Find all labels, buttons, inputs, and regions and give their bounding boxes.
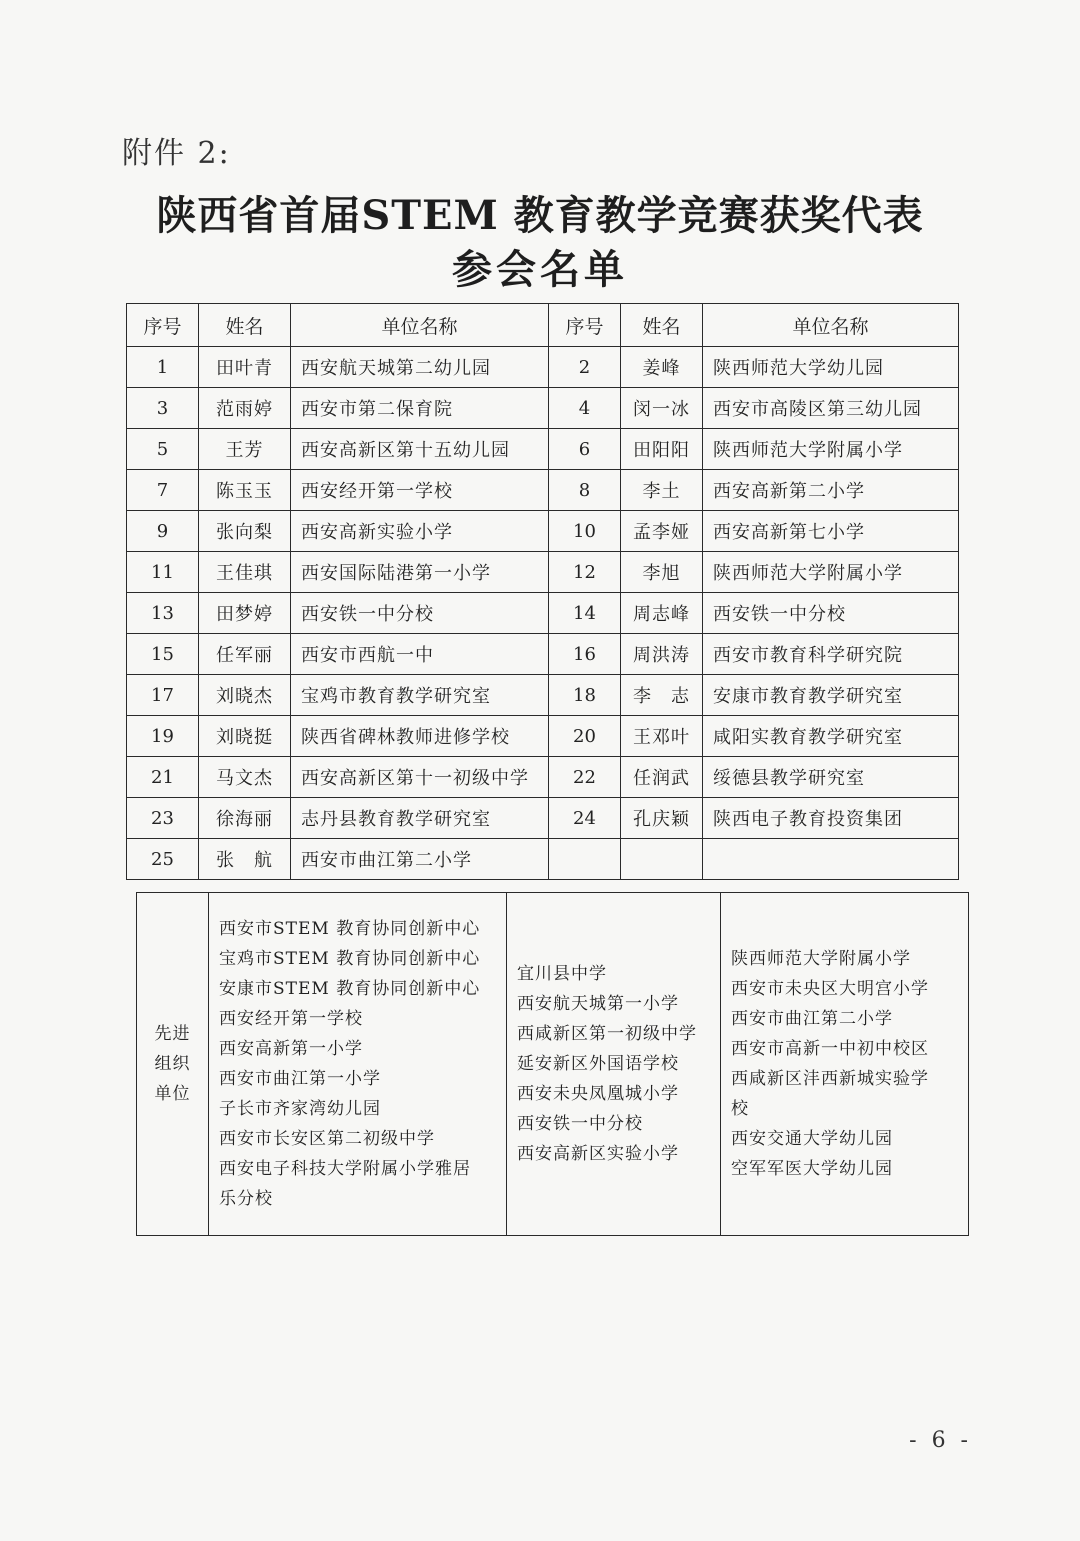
document-subtitle: 参会名单 <box>452 246 628 293</box>
unit-cell: 西安市教育科学研究院 <box>703 634 959 675</box>
table-row <box>127 347 959 388</box>
org-item: 西安交通大学幼儿园 <box>731 1129 893 1149</box>
name-cell: 范雨婷 <box>199 388 291 429</box>
org-item: 宝鸡市STEM 教育协同创新中心 <box>219 949 481 969</box>
header-name: 姓名 <box>621 304 703 347</box>
table-row <box>127 716 959 757</box>
name-cell: 闵一冰 <box>621 388 703 429</box>
org-item: 延安新区外国语学校 <box>517 1054 679 1074</box>
name-cell: 孔庆颖 <box>621 798 703 839</box>
seq-cell <box>549 839 621 880</box>
label-line: 单位 <box>154 1084 191 1104</box>
advanced-organizations-table <box>136 892 969 1236</box>
seq-cell: 8 <box>549 470 621 511</box>
unit-cell: 西安铁一中分校 <box>703 593 959 634</box>
unit-cell: 陕西电子教育投资集团 <box>703 798 959 839</box>
org-item: 西安电子科技大学附属小学雅居 <box>219 1159 471 1179</box>
name-cell: 张向梨 <box>199 511 291 552</box>
seq-cell: 4 <box>549 388 621 429</box>
unit-cell: 西安铁一中分校 <box>291 593 549 634</box>
unit-cell: 西安高新第七小学 <box>703 511 959 552</box>
advanced-organizations-label <box>137 893 209 1236</box>
seq-cell: 20 <box>549 716 621 757</box>
table-row <box>127 511 959 552</box>
unit-cell: 绥德县教学研究室 <box>703 757 959 798</box>
name-cell: 周洪涛 <box>621 634 703 675</box>
seq-cell: 2 <box>549 347 621 388</box>
org-item: 安康市STEM 教育协同创新中心 <box>219 979 481 999</box>
org-item: 西咸新区沣西新城实验学 <box>731 1069 929 1089</box>
seq-cell: 24 <box>549 798 621 839</box>
seq-cell: 6 <box>549 429 621 470</box>
name-cell: 陈玉玉 <box>199 470 291 511</box>
seq-cell: 17 <box>127 675 199 716</box>
org-item: 陕西师范大学附属小学 <box>731 949 911 969</box>
header-seq: 序号 <box>127 304 199 347</box>
org-item: 西安市高新一中初中校区 <box>731 1039 929 1059</box>
awardee-table <box>126 303 959 880</box>
seq-cell: 21 <box>127 757 199 798</box>
org-item: 西安市曲江第一小学 <box>219 1069 381 1089</box>
org-item: 西咸新区第一初级中学 <box>517 1024 697 1044</box>
table-row <box>127 470 959 511</box>
unit-cell: 陕西省碑林教师进修学校 <box>291 716 549 757</box>
unit-cell: 西安市第二保育院 <box>291 388 549 429</box>
seq-cell: 15 <box>127 634 199 675</box>
seq-cell: 12 <box>549 552 621 593</box>
name-cell: 刘晓挺 <box>199 716 291 757</box>
unit-cell: 西安市曲江第二小学 <box>291 839 549 880</box>
header-seq: 序号 <box>549 304 621 347</box>
unit-cell: 西安经开第一学校 <box>291 470 549 511</box>
seq-cell: 9 <box>127 511 199 552</box>
label-line: 组织 <box>154 1054 191 1074</box>
name-cell: 李 志 <box>621 675 703 716</box>
name-cell: 刘晓杰 <box>199 675 291 716</box>
unit-cell: 陕西师范大学幼儿园 <box>703 347 959 388</box>
seq-cell: 5 <box>127 429 199 470</box>
table-row <box>127 552 959 593</box>
unit-cell <box>703 839 959 880</box>
name-cell: 田叶青 <box>199 347 291 388</box>
unit-cell: 西安高新实验小学 <box>291 511 549 552</box>
seq-cell: 13 <box>127 593 199 634</box>
unit-cell: 咸阳实教育教学研究室 <box>703 716 959 757</box>
org-item: 西安经开第一学校 <box>219 1009 363 1029</box>
name-cell: 张 航 <box>199 839 291 880</box>
name-cell: 任润武 <box>621 757 703 798</box>
org-item: 宜川县中学 <box>517 964 607 984</box>
org-item: 空军军医大学幼儿园 <box>731 1159 893 1179</box>
unit-cell: 安康市教育教学研究室 <box>703 675 959 716</box>
name-cell: 姜峰 <box>621 347 703 388</box>
table-row <box>127 388 959 429</box>
table-row <box>127 634 959 675</box>
header-name: 姓名 <box>199 304 291 347</box>
unit-cell: 陕西师范大学附属小学 <box>703 552 959 593</box>
org-item: 西安市长安区第二初级中学 <box>219 1129 435 1149</box>
unit-cell: 西安市高陵区第三幼儿园 <box>703 388 959 429</box>
seq-cell: 18 <box>549 675 621 716</box>
table-row <box>127 429 959 470</box>
unit-cell: 西安航天城第二幼儿园 <box>291 347 549 388</box>
org-item: 子长市齐家湾幼儿园 <box>219 1099 381 1119</box>
org-item: 西安高新区实验小学 <box>517 1144 679 1164</box>
name-cell: 马文杰 <box>199 757 291 798</box>
name-cell: 田阳阳 <box>621 429 703 470</box>
unit-cell: 西安高新区第十一初级中学 <box>291 757 549 798</box>
label-line: 先进 <box>154 1024 191 1044</box>
name-cell: 田梦婷 <box>199 593 291 634</box>
name-cell: 王芳 <box>199 429 291 470</box>
unit-cell: 西安国际陆港第一小学 <box>291 552 549 593</box>
name-cell: 孟李娅 <box>621 511 703 552</box>
org-item: 西安市未央区大明宫小学 <box>731 979 929 999</box>
name-cell <box>621 839 703 880</box>
org-item: 西安高新第一小学 <box>219 1039 363 1059</box>
header-unit: 单位名称 <box>291 304 549 347</box>
name-cell: 王邓叶 <box>621 716 703 757</box>
name-cell: 李旭 <box>621 552 703 593</box>
name-cell: 李土 <box>621 470 703 511</box>
table-header-row <box>127 304 959 347</box>
name-cell: 徐海丽 <box>199 798 291 839</box>
org-item: 西安铁一中分校 <box>517 1114 643 1134</box>
document-title: 陕西省首届STEM 教育教学竞赛获奖代表 <box>156 192 924 239</box>
seq-cell: 1 <box>127 347 199 388</box>
seq-cell: 16 <box>549 634 621 675</box>
unit-cell: 宝鸡市教育教学研究室 <box>291 675 549 716</box>
table-row <box>127 675 959 716</box>
table-row <box>127 757 959 798</box>
header-unit: 单位名称 <box>703 304 959 347</box>
table-row <box>127 798 959 839</box>
name-cell: 周志峰 <box>621 593 703 634</box>
org-item: 西安市STEM 教育协同创新中心 <box>219 919 481 939</box>
org-item: 西安市曲江第二小学 <box>731 1009 893 1029</box>
seq-cell: 10 <box>549 511 621 552</box>
seq-cell: 25 <box>127 839 199 880</box>
seq-cell: 7 <box>127 470 199 511</box>
unit-cell: 志丹县教育教学研究室 <box>291 798 549 839</box>
org-item: 西安航天城第一小学 <box>517 994 679 1014</box>
seq-cell: 11 <box>127 552 199 593</box>
name-cell: 任军丽 <box>199 634 291 675</box>
org-item: 校 <box>731 1099 749 1119</box>
org-column-2 <box>507 893 721 1236</box>
seq-cell: 3 <box>127 388 199 429</box>
org-column-1 <box>209 893 507 1236</box>
advanced-organizations-row <box>137 893 969 1236</box>
unit-cell: 西安高新第二小学 <box>703 470 959 511</box>
seq-cell: 14 <box>549 593 621 634</box>
name-cell: 王佳琪 <box>199 552 291 593</box>
page-number: - 6 - <box>909 1428 972 1453</box>
unit-cell: 陕西师范大学附属小学 <box>703 429 959 470</box>
attachment-label: 附件 2: <box>122 136 231 171</box>
org-item: 西安未央凤凰城小学 <box>517 1084 679 1104</box>
seq-cell: 23 <box>127 798 199 839</box>
unit-cell: 西安高新区第十五幼儿园 <box>291 429 549 470</box>
table-row <box>127 593 959 634</box>
org-item: 乐分校 <box>219 1189 273 1209</box>
seq-cell: 19 <box>127 716 199 757</box>
unit-cell: 西安市西航一中 <box>291 634 549 675</box>
seq-cell: 22 <box>549 757 621 798</box>
org-column-3 <box>721 893 969 1236</box>
table-row <box>127 839 959 880</box>
